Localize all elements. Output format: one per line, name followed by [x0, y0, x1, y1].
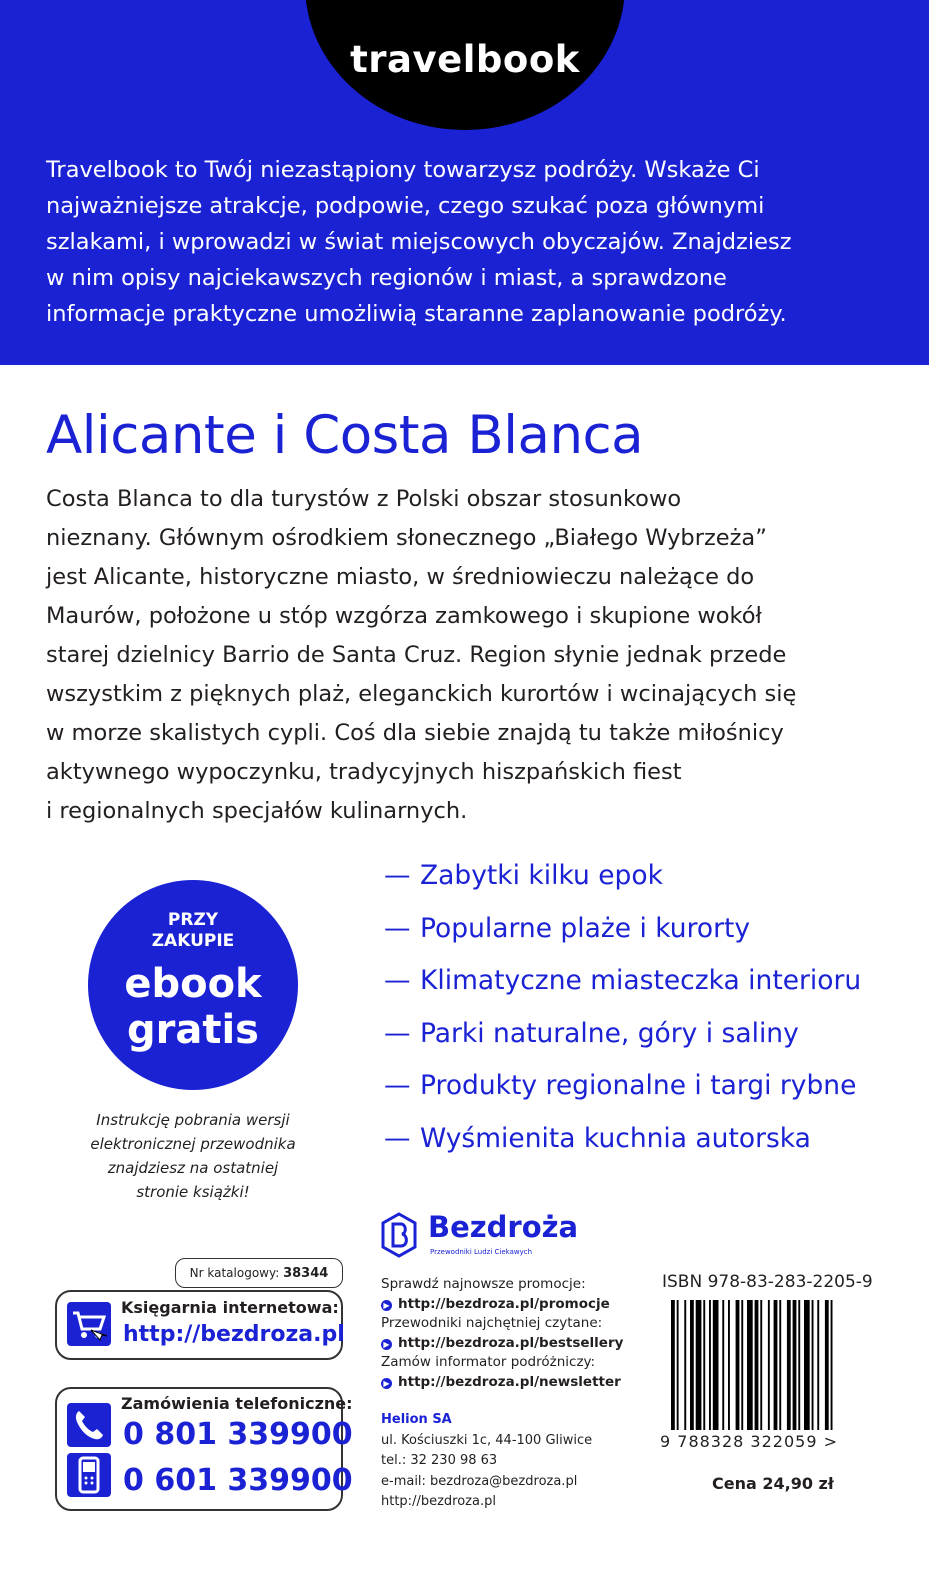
description-line: i regionalnych specjałów kulinarnych. [46, 798, 468, 824]
phone-handset-icon [67, 1403, 111, 1447]
description-line: wszystkim z pięknych plaż, eleganckich kurortów i wcinających się [46, 681, 797, 707]
arrow-right-icon: ▶ [381, 1300, 392, 1311]
phone-orders-box [55, 1387, 353, 1511]
phone-number-mobile[interactable]: 0 601 339900 [123, 1463, 353, 1498]
isbn: ISBN 978-83-283-2205-9 [662, 1272, 873, 1292]
barcode-bar [825, 1300, 829, 1430]
barcode-bar [755, 1300, 759, 1430]
ebook-instructions [55, 1108, 331, 1204]
barcode-bar [747, 1300, 753, 1430]
arrow-right-icon: ▶ [381, 1339, 392, 1350]
feature-label: Parki naturalne, góry i saliny [420, 1017, 799, 1049]
barcode-bar [677, 1300, 679, 1430]
barcode-bar [671, 1300, 675, 1430]
book-title: Alicante i Costa Blanca [46, 405, 644, 466]
phone-number-landline[interactable]: 0 801 339900 [123, 1417, 353, 1452]
description-line: nieznany. Głównym ośrodkiem słonecznego „Białego Wybrzeża” [46, 525, 767, 551]
newsletter-label: Zamów informator podróżniczy: [381, 1354, 596, 1370]
feature-dash: — [384, 860, 411, 891]
publisher-address [381, 1410, 592, 1513]
barcode [669, 1300, 883, 1430]
feature-item [384, 1118, 861, 1171]
company-name: Helion SA [381, 1412, 452, 1427]
online-shop-box [55, 1290, 343, 1360]
barcode-bar [713, 1300, 719, 1430]
ebook-line: ZAKUPIE [151, 931, 235, 951]
mobile-phone-icon [67, 1453, 111, 1497]
feature-dash: — [384, 965, 411, 996]
barcode-bar [798, 1300, 800, 1430]
description-line: aktywnego wypoczynku, tradycyjnych hiszpańskich fiest [46, 759, 682, 785]
description-line: Maurów, położone u stóp wzgórza zamkowego i skupione wokół [46, 603, 762, 629]
barcode-bar [812, 1300, 814, 1430]
intro-line: w nim opisy najciekawszych regionów i miast, a sprawdzone [46, 265, 727, 291]
promo-url[interactable]: http://bezdroza.pl/promocje [398, 1295, 610, 1312]
barcode-bar [728, 1300, 730, 1430]
feature-item [384, 1013, 861, 1066]
bestsellers-url[interactable]: http://bezdroza.pl/bestsellery [398, 1334, 624, 1351]
barcode-bar [787, 1300, 791, 1430]
promo-label: Sprawdź najnowsze promocje: [381, 1276, 586, 1292]
barcode-bar [696, 1300, 702, 1430]
intro-line: informacje praktyczne umożliwią staranne zaplanowanie podróży. [46, 301, 787, 327]
feature-label: Wyśmienita kuchnia autorska [420, 1122, 811, 1154]
feature-dash: — [384, 1122, 411, 1154]
description-line: jest Alicante, historyczne miasto, w średniowieczu należące do [46, 564, 755, 590]
feature-item [384, 1065, 861, 1118]
barcode-bar [831, 1300, 833, 1430]
barcode-bar [741, 1300, 743, 1430]
shopping-cart-icon [67, 1302, 111, 1346]
barcode-bar [736, 1300, 740, 1430]
barcode-bar [793, 1300, 797, 1430]
barcode-bar [779, 1300, 781, 1430]
email[interactable]: e-mail: bezdroza@bezdroza.pl [381, 1473, 578, 1489]
feature-item [384, 960, 861, 1013]
barcode-bar [817, 1300, 819, 1430]
description [46, 480, 906, 831]
phone-label: Zamówienia telefoniczne: [121, 1394, 353, 1413]
ebook-line: PRZY [167, 910, 219, 930]
description-line: w morze skalistych cypli. Coś dla siebie znajdą tu także miłośnicy [46, 720, 784, 746]
gratis-word: gratis [127, 1007, 259, 1053]
shop-label: Księgarnia internetowa: [121, 1298, 339, 1317]
feature-dash: — [384, 1070, 411, 1101]
feature-item [384, 855, 861, 908]
barcode-bar [703, 1300, 705, 1430]
description-line: starej dzielnicy Barrio de Santa Cruz. Region słynie jednak przede [46, 642, 787, 668]
instructions-line: elektronicznej przewodnika [90, 1135, 296, 1153]
telephone: tel.: 32 230 98 63 [381, 1453, 498, 1468]
feature-label: Produkty regionalne i targi rybne [420, 1070, 857, 1101]
barcode-bar [804, 1300, 810, 1430]
description-line: Costa Blanca to dla turystów z Polski obszar stosunkowo [46, 486, 682, 512]
feature-dash: — [384, 912, 411, 944]
catalog-number: 38344 [283, 1266, 329, 1281]
feature-label: Klimatyczne miasteczka interioru [420, 965, 862, 996]
feature-dash: — [384, 1017, 411, 1049]
barcode-bar [690, 1300, 694, 1430]
website[interactable]: http://bezdroza.pl [381, 1494, 496, 1509]
bezdroza-b-icon [381, 1212, 417, 1258]
barcode-bar [709, 1300, 711, 1430]
travelbook-logo [305, 38, 625, 81]
feature-list [384, 855, 861, 1170]
street-address: ul. Kościuszki 1c, 44-100 Gliwice [381, 1432, 593, 1448]
ebook-gratis-badge [88, 880, 298, 1090]
barcode-bar [768, 1300, 770, 1430]
feature-item [384, 908, 861, 961]
intro-line: najważniejsze atrakcje, podpowie, czego szukać poza głównymi [46, 193, 765, 219]
publisher-name: Bezdroża [428, 1210, 579, 1244]
newsletter-url[interactable]: http://bezdroza.pl/newsletter [398, 1373, 621, 1390]
logo-text: travelbook [350, 38, 580, 81]
intro-text [46, 152, 906, 332]
feature-label: Zabytki kilku epok [420, 860, 663, 891]
catalog-label: Nr katalogowy: [189, 1266, 280, 1280]
barcode-digits: 9 788328 322059 > [660, 1432, 838, 1451]
intro-line: Travelbook to Twój niezastąpiony towarzysz podróży. Wskaże Ci [46, 157, 760, 183]
barcode-bar [684, 1300, 686, 1430]
feature-label: Popularne plaże i kurorty [420, 912, 751, 944]
newsletter-link[interactable] [381, 1373, 623, 1393]
instructions-line: Instrukcję pobrania wersji [96, 1111, 290, 1129]
shop-url[interactable]: http://bezdroza.pl [123, 1322, 345, 1347]
publisher-links [381, 1275, 623, 1392]
bestsellers-link[interactable] [381, 1334, 623, 1354]
instructions-line: znajdziesz na ostatniej [107, 1159, 279, 1177]
intro-band [0, 0, 929, 365]
barcode-bar [760, 1300, 762, 1430]
publisher-tagline: Przewodniki Ludzi Ciekawych [430, 1248, 533, 1256]
price: Cena 24,90 zł [712, 1474, 834, 1493]
promo-link[interactable] [381, 1295, 623, 1315]
barcode-bar [722, 1300, 724, 1430]
catalog-number-box [175, 1258, 343, 1288]
intro-line: szlakami, i wprowadzi w świat miejscowych obyczajów. Znajdziesz [46, 229, 792, 255]
arrow-right-icon: ▶ [381, 1378, 392, 1389]
instructions-line: stronie książki! [136, 1183, 250, 1201]
bestsellers-label: Przewodniki najchętniej czytane: [381, 1315, 603, 1331]
ebook-word: ebook [124, 961, 262, 1007]
barcode-bar [774, 1300, 778, 1430]
